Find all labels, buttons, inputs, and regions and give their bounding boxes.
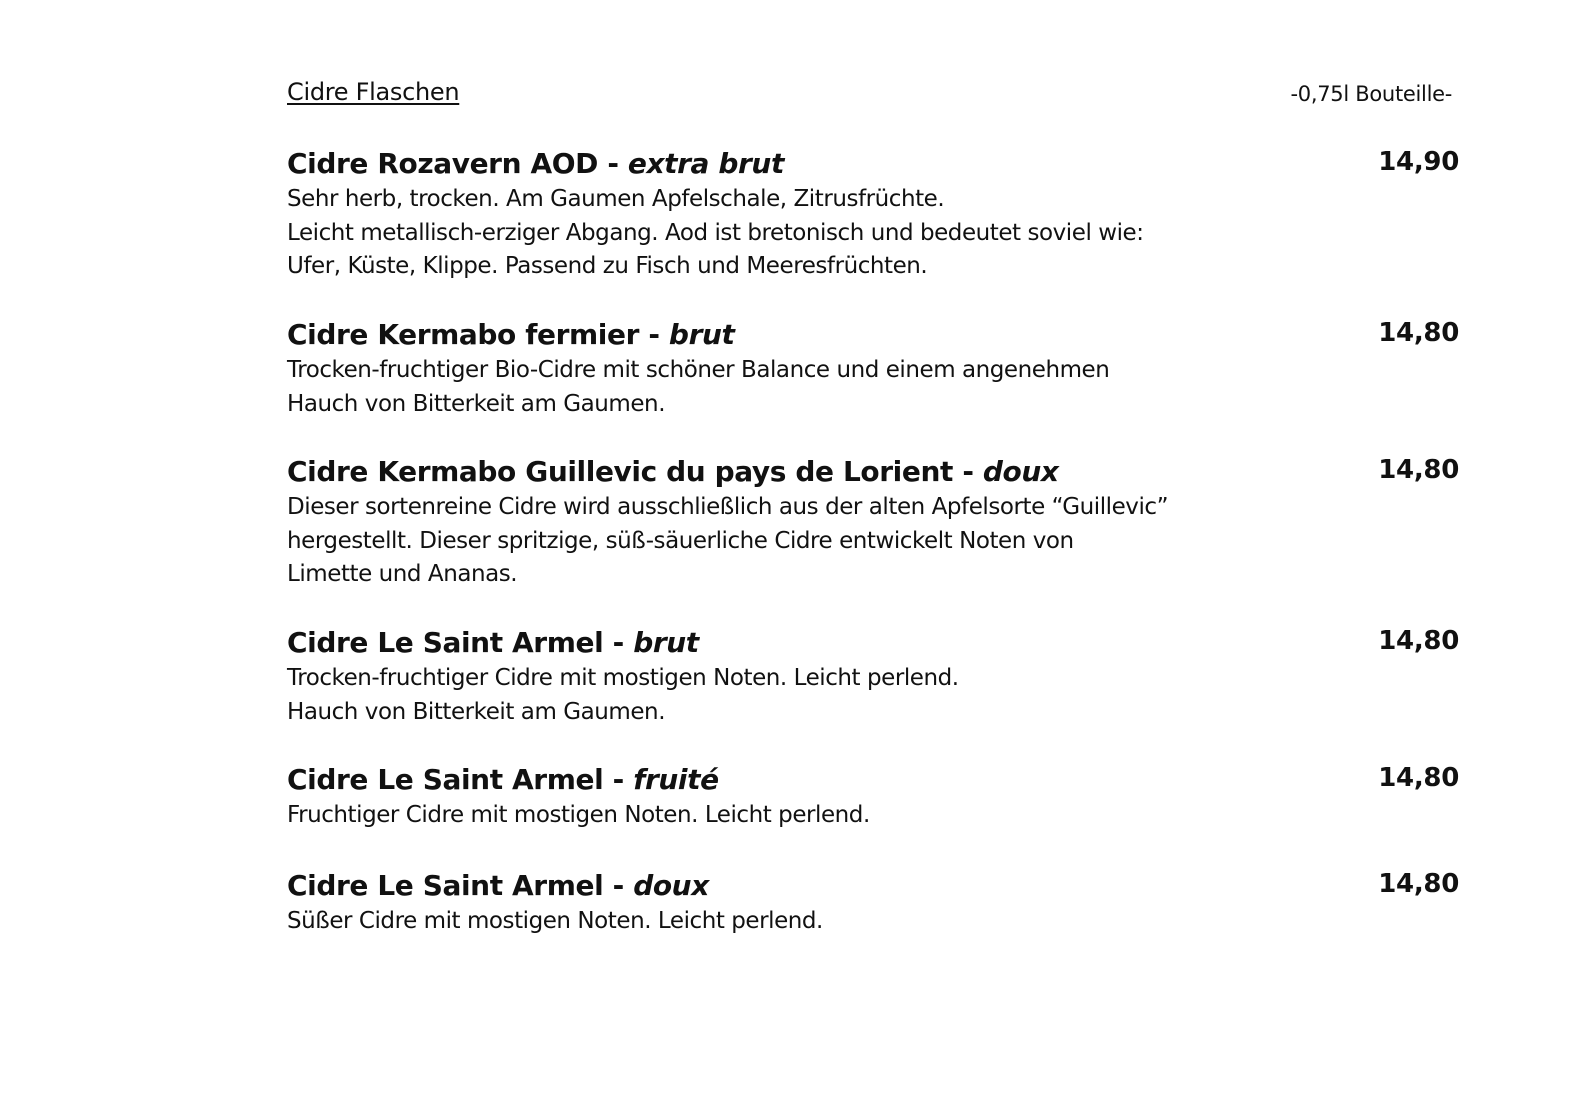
menu-item — [287, 763, 1459, 833]
description-line: Hauch von Bitterkeit am Gaumen. — [287, 390, 666, 417]
item-name — [287, 318, 735, 351]
item-price: 14,80 — [1378, 455, 1459, 485]
item-name-text: Cidre Le Saint Armel - — [287, 869, 634, 902]
description-line: Sehr herb, trocken. Am Gaumen Apfelschale, Zitrusfrüchte. — [287, 186, 945, 212]
item-description — [287, 183, 1459, 284]
item-description — [287, 799, 1459, 833]
section-title: Cidre Flaschen — [287, 78, 460, 106]
item-description — [287, 354, 1459, 421]
menu-item-header — [287, 455, 1459, 489]
item-style: extra brut — [627, 147, 784, 180]
item-style: doux — [982, 455, 1059, 488]
menu-item — [287, 147, 1459, 284]
menu-item — [287, 318, 1459, 421]
menu-item-header — [287, 626, 1459, 660]
description-line: Trocken-fruchtiger Cidre mit mostigen Noten. Leicht perlend. — [287, 665, 959, 691]
menu-item — [287, 626, 1459, 729]
description-line: Hauch von Bitterkeit am Gaumen. — [287, 698, 666, 725]
item-name — [287, 455, 1059, 488]
bottle-size-note: -0,75l Bouteille- — [1290, 82, 1452, 106]
item-description — [287, 491, 1459, 592]
item-description — [287, 662, 1459, 729]
item-style: brut — [668, 318, 735, 351]
description-line: Trocken-fruchtiger Bio-Cidre mit schöner Balance und einem angenehmen — [287, 357, 1110, 383]
menu-item — [287, 455, 1459, 592]
description-line: Limette und Ananas. — [287, 561, 518, 587]
description-line: Dieser sortenreine Cidre wird ausschließlich aus der alten Apfelsorte “Guillevic” — [287, 494, 1169, 520]
item-price: 14,80 — [1378, 626, 1459, 656]
description-line: Leicht metallisch-erziger Abgang. Aod ist bretonisch und bedeutet soviel wie: — [287, 219, 1144, 246]
item-name — [287, 147, 784, 180]
menu-item-header — [287, 147, 1459, 181]
item-name-text: Cidre Le Saint Armel - — [287, 626, 634, 659]
item-name-text: Cidre Kermabo Guillevic du pays de Lorient - — [287, 455, 983, 488]
menu-item-header — [287, 763, 1459, 797]
item-name-text: Cidre Kermabo fermier - — [287, 318, 669, 351]
item-price: 14,80 — [1378, 763, 1459, 793]
item-style: fruité — [633, 763, 719, 796]
item-price: 14,80 — [1378, 869, 1459, 899]
description-line: Fruchtiger Cidre mit mostigen Noten. Leicht perlend. — [287, 802, 870, 828]
item-name-text: Cidre Le Saint Armel - — [287, 763, 634, 796]
description-line: hergestellt. Dieser spritzige, süß-säuerliche Cidre entwickelt Noten von — [287, 527, 1074, 554]
item-price: 14,90 — [1378, 147, 1459, 177]
menu-item-header — [287, 318, 1459, 352]
item-style: doux — [633, 869, 709, 902]
description-line: Süßer Cidre mit mostigen Noten. Leicht perlend. — [287, 908, 823, 934]
menu-item-header — [287, 869, 1459, 903]
item-name — [287, 869, 709, 902]
item-description — [287, 905, 1459, 939]
item-name — [287, 763, 719, 796]
item-name — [287, 626, 699, 659]
item-name-text: Cidre Rozavern AOD - — [287, 147, 628, 180]
item-style: brut — [633, 626, 699, 659]
description-line: Ufer, Küste, Klippe. Passend zu Fisch und Meeresfrüchten. — [287, 253, 928, 279]
item-price: 14,80 — [1378, 318, 1459, 348]
menu-item — [287, 869, 1459, 939]
